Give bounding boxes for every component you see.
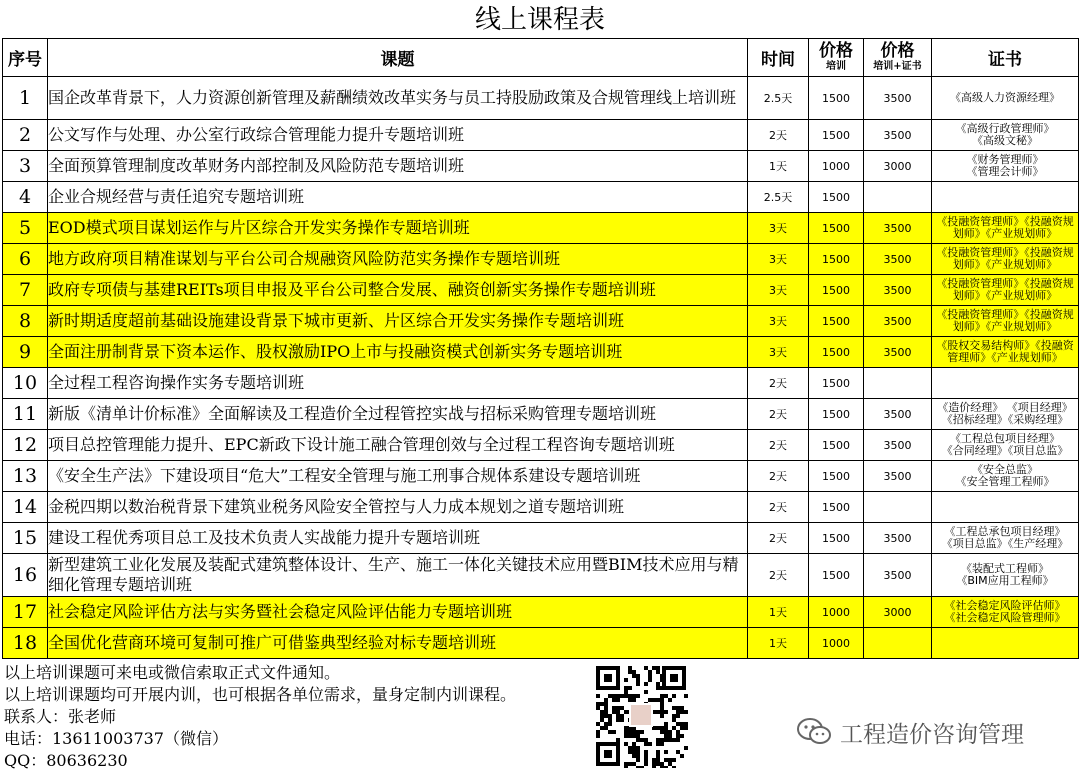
cert-line: 《装配式工程师》	[961, 562, 1049, 575]
row-topic: 公文写作与处理、办公室行政综合管理能力提升专题培训班	[48, 120, 748, 151]
row-price-training-cert	[864, 182, 932, 213]
row-cert	[932, 597, 1079, 628]
row-topic: 全过程工程咨询操作实务专题培训班	[48, 368, 748, 399]
header-price-sub: 培训+证书	[873, 60, 922, 72]
table-row	[3, 306, 1079, 337]
row-number: 10	[3, 368, 48, 399]
row-time: 1天	[748, 151, 809, 182]
row-price-training: 1500	[809, 275, 864, 306]
row-price-training: 1500	[809, 430, 864, 461]
cert-line: 《投融资管理师》《投融资规划师》《产业规划师》	[936, 308, 1074, 333]
table-row	[3, 399, 1079, 430]
row-number: 7	[3, 275, 48, 306]
table-row	[3, 492, 1079, 523]
table-row	[3, 628, 1079, 659]
row-topic: 金税四期以数治税背景下建筑业税务风险安全管控与人力成本规划之道专题培训班	[48, 492, 748, 523]
row-price-training: 1500	[809, 368, 864, 399]
row-number: 18	[3, 628, 48, 659]
row-price-training: 1500	[809, 399, 864, 430]
cert-line: 《投融资管理师》《投融资规划师》《产业规划师》	[936, 215, 1074, 240]
row-number: 5	[3, 213, 48, 244]
cert-line: 《财务管理师》	[966, 153, 1044, 166]
cert-line: 《安全总监》	[972, 463, 1038, 476]
row-cert	[932, 461, 1079, 492]
row-cert	[932, 275, 1079, 306]
row-price-training: 1500	[809, 554, 864, 597]
brand-name: 工程造价咨询管理	[840, 721, 1024, 748]
row-cert	[932, 213, 1079, 244]
table-row	[3, 275, 1079, 306]
row-price-training: 1500	[809, 77, 864, 120]
row-cert	[932, 628, 1079, 659]
course-table	[2, 38, 1079, 659]
table-row	[3, 213, 1079, 244]
row-price-training-cert: 3000	[864, 151, 932, 182]
row-time: 1天	[748, 628, 809, 659]
cert-line: 《造价经理》 《项目经理》	[937, 401, 1073, 414]
row-price-training-cert: 3500	[864, 554, 932, 597]
row-price-training-cert: 3500	[864, 430, 932, 461]
table-row	[3, 182, 1079, 213]
row-number: 4	[3, 182, 48, 213]
table-row	[3, 368, 1079, 399]
row-price-training: 1500	[809, 306, 864, 337]
table-row	[3, 597, 1079, 628]
header-price-training-cert	[864, 39, 932, 77]
cert-line: 《股权交易结构师》《投融资管理师》《产业规划师》	[936, 339, 1074, 364]
header-price-label: 价格	[819, 40, 853, 61]
row-cert	[932, 306, 1079, 337]
page-title: 线上课程表	[474, 5, 605, 35]
table-row	[3, 554, 1079, 597]
row-price-training-cert	[864, 368, 932, 399]
row-topic: 全面预算管理制度改革财务内部控制及风险防范专题培训班	[48, 151, 748, 182]
row-number: 11	[3, 399, 48, 430]
row-time: 2天	[748, 120, 809, 151]
header-topic: 课题	[48, 39, 748, 77]
row-price-training: 1500	[809, 523, 864, 554]
row-price-training-cert: 3500	[864, 120, 932, 151]
row-price-training-cert: 3500	[864, 213, 932, 244]
row-time: 3天	[748, 213, 809, 244]
cert-line: 《社会稳定风险管理师》	[944, 611, 1066, 624]
row-number: 9	[3, 337, 48, 368]
row-price-training: 1500	[809, 461, 864, 492]
row-price-training: 1000	[809, 597, 864, 628]
table-row	[3, 430, 1079, 461]
table-row	[3, 77, 1079, 120]
cert-line: 《社会稳定风险评估师》	[944, 599, 1066, 612]
qr-code-icon	[594, 664, 688, 768]
row-topic: 新版《清单计价标准》全面解读及工程造价全过程管控实战与招标采购管理专题培训班	[48, 399, 748, 430]
row-topic: 社会稳定风险评估方法与实务暨社会稳定风险评估能力专题培训班	[48, 597, 748, 628]
row-price-training-cert: 3500	[864, 77, 932, 120]
row-price-training-cert: 3500	[864, 523, 932, 554]
row-price-training-cert: 3500	[864, 461, 932, 492]
row-time: 2天	[748, 523, 809, 554]
row-price-training-cert: 3500	[864, 275, 932, 306]
footer-notes	[4, 662, 516, 772]
row-topic: EOD模式项目谋划运作与片区综合开发实务操作专题培训班	[48, 213, 748, 244]
row-number: 8	[3, 306, 48, 337]
row-time: 3天	[748, 306, 809, 337]
row-time: 3天	[748, 244, 809, 275]
row-topic: 建设工程优秀项目总工及技术负责人实战能力提升专题培训班	[48, 523, 748, 554]
row-topic: 新型建筑工业化发展及装配式建筑整体设计、生产、施工一体化关键技术应用暨BIM技术应用与精细化管理专题培训班	[48, 554, 748, 597]
row-time: 3天	[748, 275, 809, 306]
row-time: 2天	[748, 461, 809, 492]
row-cert	[932, 399, 1079, 430]
header-price-training	[809, 39, 864, 77]
row-time: 2.5天	[748, 182, 809, 213]
row-time: 3天	[748, 337, 809, 368]
row-topic: 全国优化营商环境可复制可推广可借鉴典型经验对标专题培训班	[48, 628, 748, 659]
table-row	[3, 244, 1079, 275]
row-price-training: 1500	[809, 492, 864, 523]
row-number: 16	[3, 554, 48, 597]
row-price-training: 1000	[809, 151, 864, 182]
row-number: 3	[3, 151, 48, 182]
row-topic: 企业合规经营与责任追究专题培训班	[48, 182, 748, 213]
wechat-icon	[796, 717, 832, 747]
cert-line: 《管理会计师》	[966, 165, 1044, 178]
table-row	[3, 523, 1079, 554]
cert-line: 《BIM应用工程师》	[956, 574, 1054, 587]
row-number: 12	[3, 430, 48, 461]
row-cert	[932, 244, 1079, 275]
cert-line: 《安全管理工程师》	[955, 475, 1055, 488]
row-time: 2天	[748, 430, 809, 461]
row-number: 2	[3, 120, 48, 151]
row-cert	[932, 554, 1079, 597]
cert-line: 《合同经理》《项目总监》	[941, 444, 1069, 457]
row-number: 14	[3, 492, 48, 523]
footer-qq: QQ：80636230	[4, 751, 128, 770]
row-price-training: 1000	[809, 628, 864, 659]
row-cert	[932, 337, 1079, 368]
row-cert	[932, 151, 1079, 182]
row-cert	[932, 368, 1079, 399]
row-price-training-cert: 3500	[864, 306, 932, 337]
row-time: 2天	[748, 492, 809, 523]
row-cert	[932, 523, 1079, 554]
header-price-sub: 培训	[826, 60, 846, 72]
row-price-training-cert: 3500	[864, 399, 932, 430]
cert-line: 《工程总承包项目经理》	[944, 525, 1066, 538]
brand-watermark	[796, 712, 1024, 752]
cert-line: 《投融资管理师》《投融资规划师》《产业规划师》	[936, 246, 1074, 271]
row-price-training: 1500	[809, 244, 864, 275]
row-number: 6	[3, 244, 48, 275]
row-price-training: 1500	[809, 337, 864, 368]
row-price-training: 1500	[809, 213, 864, 244]
table-row	[3, 120, 1079, 151]
row-number: 1	[3, 77, 48, 120]
table-row	[3, 337, 1079, 368]
row-topic: 全面注册制背景下资本运作、股权激励IPO上市与投融资模式创新实务专题培训班	[48, 337, 748, 368]
footer-phone: 电话：13611003737（微信）	[4, 729, 228, 748]
row-topic: 地方政府项目精准谋划与平台公司合规融资风险防范实务操作专题培训班	[48, 244, 748, 275]
header-price-label: 价格	[880, 40, 915, 61]
cert-line: 《高级行政管理师》	[955, 122, 1055, 135]
row-time: 2天	[748, 554, 809, 597]
row-topic: 国企改革背景下，人力资源创新管理及薪酬绩效改革实务与员工持股励政策及合规管理线上培训班	[48, 77, 748, 120]
row-price-training-cert	[864, 628, 932, 659]
row-time: 2天	[748, 368, 809, 399]
table-row	[3, 461, 1079, 492]
cert-line: 《招标经理》《采购经理》	[941, 413, 1069, 426]
table-header-row	[3, 39, 1079, 77]
cert-line: 《项目总监》《生产经理》	[941, 537, 1069, 550]
row-price-training: 1500	[809, 182, 864, 213]
row-price-training: 1500	[809, 120, 864, 151]
footer-line: 以上培训课题可来电或微信索取正式文件通知。	[4, 663, 341, 682]
cert-line: 《高级文秘》	[972, 134, 1038, 147]
header-cert: 证书	[932, 39, 1079, 77]
row-price-training-cert: 3500	[864, 244, 932, 275]
cert-line: 《投融资管理师》《投融资规划师》《产业规划师》	[936, 277, 1074, 302]
row-topic: 新时期适度超前基础设施建设背景下城市更新、片区综合开发实务操作专题培训班	[48, 306, 748, 337]
row-time: 2.5天	[748, 77, 809, 120]
row-time: 1天	[748, 597, 809, 628]
row-topic: 项目总控管理能力提升、EPC新政下设计施工融合管理创效与全过程工程咨询专题培训班	[48, 430, 748, 461]
row-price-training-cert	[864, 492, 932, 523]
row-number: 13	[3, 461, 48, 492]
row-number: 17	[3, 597, 48, 628]
row-topic: 《安全生产法》下建设项目“危大”工程安全管理与施工刑事合规体系建设专题培训班	[48, 461, 748, 492]
row-cert	[932, 77, 1079, 120]
row-cert	[932, 120, 1079, 151]
row-topic: 政府专项债与基建REITs项目申报及平台公司整合发展、融资创新实务操作专题培训班	[48, 275, 748, 306]
cert-line: 《高级人力资源经理》	[950, 91, 1060, 104]
cert-line: 《工程总包项目经理》	[950, 432, 1060, 445]
row-price-training-cert: 3500	[864, 337, 932, 368]
row-time: 2天	[748, 399, 809, 430]
row-number: 15	[3, 523, 48, 554]
footer-line: 以上培训课题均可开展内训，也可根据各单位需求，量身定制内训课程。	[4, 685, 517, 704]
row-cert	[932, 182, 1079, 213]
header-seq: 序号	[3, 39, 48, 77]
footer-contact: 联系人：张老师	[4, 707, 117, 726]
header-time: 时间	[748, 39, 809, 77]
row-cert	[932, 430, 1079, 461]
table-row	[3, 151, 1079, 182]
row-price-training-cert: 3000	[864, 597, 932, 628]
row-cert	[932, 492, 1079, 523]
